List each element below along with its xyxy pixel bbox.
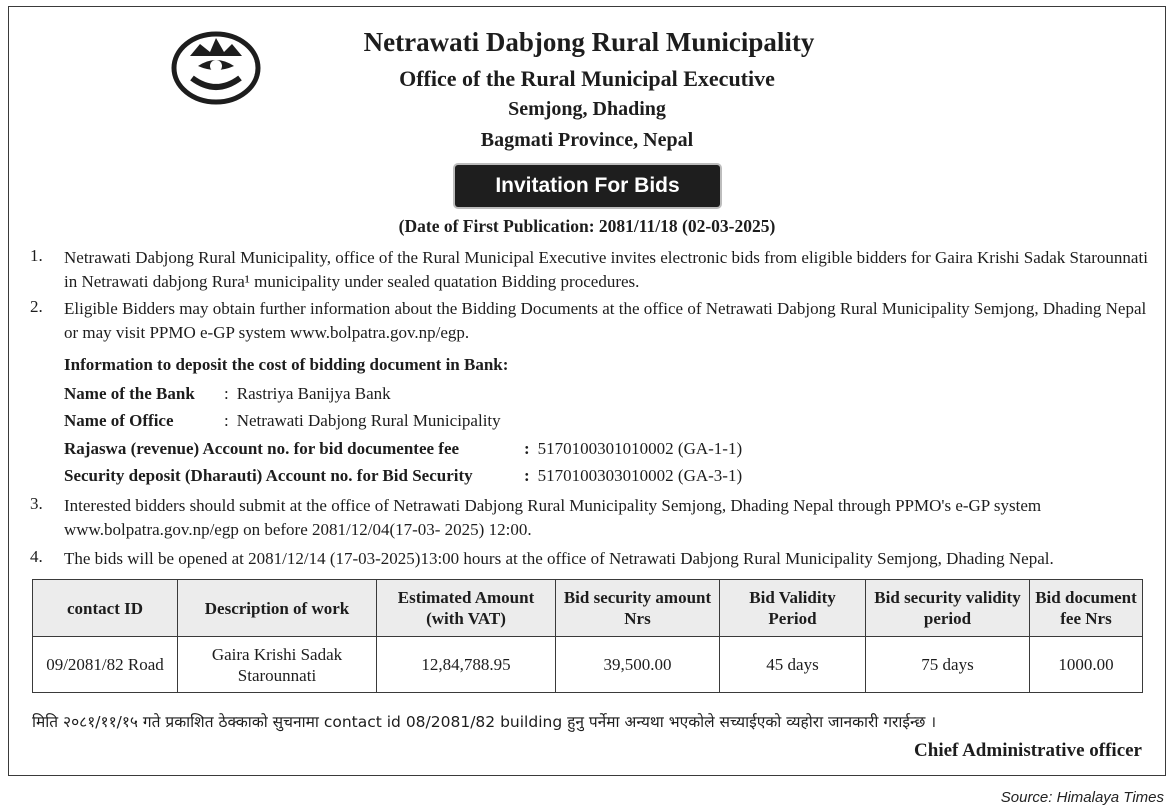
bank-name-value: Rastriya Banijya Bank (236, 384, 391, 403)
table-header-row (33, 580, 1143, 637)
bank-name-row (64, 384, 391, 404)
separator: : (224, 384, 229, 403)
col-validity: Bid Validity Period (720, 580, 866, 637)
col-contact-id: contact ID (33, 580, 178, 637)
paragraph-3: Interested bidders should submit at the office of Netrawati Dabjong Rural Municipality Semjong, Dhading Nepal through PPMO's e-GP system www.bolpatra.gov.np/egp on before 2081/12/04(17-03- 2025) 12:00. (64, 496, 1042, 539)
para-number: 2. (30, 297, 43, 316)
cell-contact-id: 09/2081/82 Road (33, 637, 178, 693)
paragraph-2: Eligible Bidders may obtain further information about the Bidding Documents at the office of Netrawati Dabjong Rural Municipality Semjong, Dhading Nepal or may visit PPMO e-GP system www.bolpatra.gov.np/egp. (64, 299, 1147, 342)
paragraph-4: The bids will be opened at 2081/12/14 (17-03-2025)13:00 hours at the office of Netrawati Dabjong Rural Municipality Semjong, Dhading Nepal. (64, 549, 1054, 568)
office-name-row (64, 411, 501, 431)
office-name: Office of the Rural Municipal Executive (399, 66, 775, 91)
publication-date: (Date of First Publication: 2081/11/18 (02-03-2025) (398, 216, 776, 236)
cell-description: Gaira Krishi Sadak Starounnati (178, 637, 377, 693)
source-credit: Source: Himalaya Times (1000, 789, 1164, 806)
cell-document-fee: 1000.00 (1030, 637, 1143, 693)
cell-validity: 45 days (720, 637, 866, 693)
office-name-value: Netrawati Dabjong Rural Municipality (236, 411, 501, 430)
col-estimated-amount: Estimated Amount (with VAT) (377, 580, 556, 637)
separator: : (224, 411, 229, 430)
security-account-label: Security deposit (Dharauti) Account no. for Bid Security (64, 466, 473, 485)
para-number: 1. (30, 246, 43, 265)
bank-info-title: Information to deposit the cost of bidding document in Bank: (64, 355, 509, 374)
security-account-value: 5170100303010002 (GA-3-1) (537, 466, 743, 485)
cell-security-validity: 75 days (866, 637, 1030, 693)
cell-bid-security: 39,500.00 (556, 637, 720, 693)
separator: : (524, 466, 530, 485)
para-number: 4. (30, 547, 43, 566)
table-row (33, 637, 1143, 693)
province: Bagmati Province, Nepal (480, 129, 694, 151)
col-document-fee: Bid document fee Nrs (1030, 580, 1143, 637)
location: Semjong, Dhading (508, 98, 666, 120)
revenue-account-value: 5170100301010002 (GA-1-1) (537, 439, 743, 458)
col-security-validity: Bid security validity period (866, 580, 1030, 637)
para-number: 3. (30, 494, 43, 513)
col-description: Description of work (178, 580, 377, 637)
revenue-account-row (64, 439, 742, 459)
bid-table (32, 579, 1143, 693)
separator: : (524, 439, 530, 458)
paragraph-1: Netrawati Dabjong Rural Municipality, office of the Rural Municipal Executive invites electronic bids from eligible bidders for Gaira Krishi Sadak Starounnati in Netrawati dabjong Rura¹ municipality under sealed quatation Bidding procedures. (64, 248, 1148, 291)
revenue-account-label: Rajaswa (revenue) Account no. for bid documentee fee (64, 439, 460, 458)
bank-name-label: Name of the Bank (64, 384, 195, 403)
col-bid-security: Bid security amount Nrs (556, 580, 720, 637)
office-name-label: Name of Office (64, 411, 174, 430)
invitation-badge: Invitation For Bids (455, 165, 720, 207)
municipality-title: Netrawati Dabjong Rural Municipality (363, 27, 815, 57)
cell-estimated-amount: 12,84,788.95 (377, 637, 556, 693)
signature: Chief Administrative officer (914, 740, 1142, 761)
correction-note: मिति २०८१/११/१५ गते प्रकाशित ठेक्काको सुचनामा contact id 08/2081/82 building हुनु पर्नेमा अन्यथा भएकोले सच्याईएको व्यहोरा जानकारी गराईन्छ । (32, 713, 937, 731)
security-account-row (64, 466, 742, 486)
